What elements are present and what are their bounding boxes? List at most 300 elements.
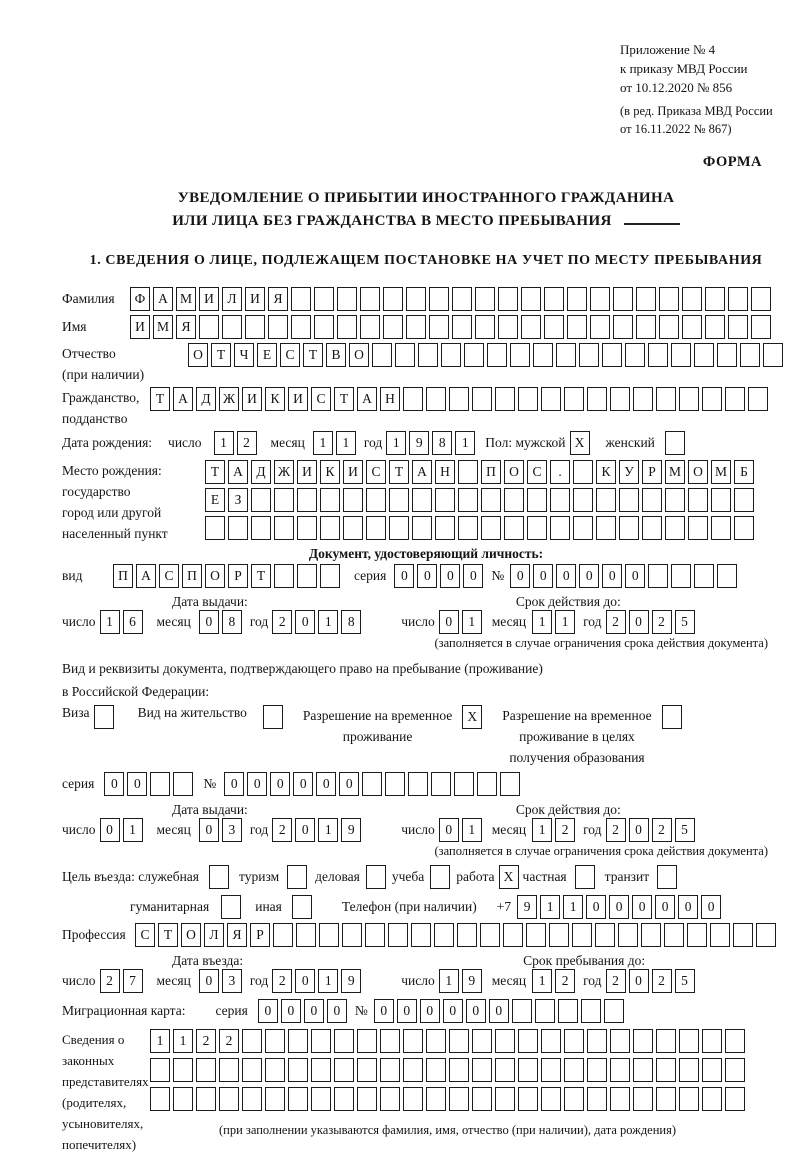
identity-doc-row [62,564,790,588]
char-cell [342,923,362,947]
char-cell: Д [196,387,216,411]
char-cell: М [153,315,173,339]
char-cell [510,343,530,367]
char-cell [274,488,294,512]
purpose-official-checkbox [209,865,229,889]
char-cell [642,516,662,540]
char-cell: 2 [272,818,292,842]
char-cell: 0 [293,772,313,796]
char-cell [403,1029,423,1053]
char-cell [504,488,524,512]
char-cell [311,1058,331,1082]
char-cell: 2 [237,431,257,455]
char-cell: 2 [100,969,120,993]
char-cell: 0 [678,895,698,919]
char-cell [688,516,708,540]
char-cell: 9 [517,895,537,919]
purpose-tourism-checkbox [287,865,307,889]
char-cell [199,315,219,339]
char-cell: П [481,460,501,484]
char-cell: Т [303,343,323,367]
char-cell [656,1087,676,1111]
char-cell: 1 [214,431,234,455]
char-cell [679,1058,699,1082]
char-cell: В [326,343,346,367]
char-cell: 2 [652,969,672,993]
char-cell: И [297,460,317,484]
char-cell [717,564,737,588]
residence-doc-line1: Вид и реквизиты документа, подтверждающего право на пребывание (проживание) [62,661,543,676]
char-cell: 5 [675,818,695,842]
birth-place-label: Место рождения: [62,463,162,478]
migration-card-row [62,999,790,1023]
char-cell: К [596,460,616,484]
char-cell [337,287,357,311]
char-cell: 0 [295,969,315,993]
char-cell [274,516,294,540]
char-cell: Ф [130,287,150,311]
char-cell: 1 [123,818,143,842]
purpose-tourism-label: туризм [239,869,280,884]
char-cell [725,1029,745,1053]
purpose-work-checkbox: X [499,865,519,889]
appendix-line: от 10.12.2020 № 856 [620,80,733,95]
sex-female-label: женский [605,435,655,450]
char-cell [389,516,409,540]
permit-valid-day-cells [439,818,482,842]
char-cell [748,387,768,411]
patronymic-row [62,343,790,385]
char-cell: 0 [258,999,278,1023]
char-cell [541,1029,561,1053]
char-cell: 1 [313,431,333,455]
birth-year-cells [386,431,475,455]
char-cell [751,315,771,339]
profession-label: Профессия [62,927,126,942]
char-cell: К [265,387,285,411]
legal-rep-label-line: усыновителях, [62,1116,144,1131]
permit-series-cells [104,772,193,796]
char-cell [587,1029,607,1053]
section1-heading: 1. СВЕДЕНИЯ О ЛИЦЕ, ПОДЛЕЖАЩЕМ ПОСТАНОВКЕ НА УЧЕТ ПО МЕСТУ ПРЕБЫВАНИЯ [89,253,763,268]
char-cell: А [136,564,156,588]
mig-series-label: серия [215,1003,248,1018]
valid-until-header: Срок действия до: [515,802,621,817]
char-cell [633,1029,653,1053]
char-cell [458,516,478,540]
char-cell: 9 [341,969,361,993]
char-cell: 0 [199,969,219,993]
char-cell [219,1087,239,1111]
char-cell [596,516,616,540]
char-cell [495,387,515,411]
char-cell [581,999,601,1023]
entry-year-cells [272,969,361,993]
char-cell: 2 [652,818,672,842]
char-cell: 3 [222,818,242,842]
char-cell [610,1058,630,1082]
form-title-line2 [62,209,790,232]
visa-checkbox [94,705,114,729]
char-cell [150,1087,170,1111]
patronymic-label [62,343,188,385]
char-cell [449,1058,469,1082]
char-cell [311,1029,331,1053]
char-cell: С [527,460,547,484]
char-cell: 2 [606,969,626,993]
char-cell: О [188,343,208,367]
char-cell [173,1058,193,1082]
char-cell [521,315,541,339]
char-cell: И [343,460,363,484]
month-label: месяц [270,435,305,450]
char-cell: 0 [655,895,675,919]
char-cell [665,516,685,540]
citizenship-label-line2: подданство [62,411,128,426]
char-cell: Т [334,387,354,411]
char-cell [380,1029,400,1053]
char-cell [385,772,405,796]
temp-permit-line2: проживание [342,729,413,744]
doc-kind-label: вид [62,568,83,583]
permit-valid-month-cells [532,818,575,842]
char-cell [480,923,500,947]
char-cell [360,315,380,339]
char-cell [518,1029,538,1053]
char-cell: 0 [489,999,509,1023]
char-cell [297,516,317,540]
city-label-line1: город или другой [62,505,162,520]
char-cell [550,488,570,512]
char-cell [725,1058,745,1082]
char-cell [288,1087,308,1111]
char-cell: Т [158,923,178,947]
char-cell [498,315,518,339]
amendment-line: (в ред. Приказа МВД России [620,104,773,118]
residence-doc-paragraph [62,657,790,703]
char-cell: О [181,923,201,947]
char-cell: 2 [272,969,292,993]
state-label: государство [62,484,131,499]
char-cell [518,387,538,411]
form-title-line2-text: ИЛИ ЛИЦА БЕЗ ГРАЖДАНСТВА В МЕСТО ПРЕБЫВАНИЯ [172,213,612,229]
residence-permit-label: Вид на жительство [137,705,247,720]
char-cell: 0 [281,999,301,1023]
citizenship-label [62,387,150,429]
month-label: месяц [491,822,527,837]
char-cell: Я [176,315,196,339]
char-cell: И [199,287,219,311]
char-cell [314,287,334,311]
char-cell [411,923,431,947]
char-cell [431,772,451,796]
temp-permit-checkbox: X [462,705,482,729]
char-cell [383,315,403,339]
char-cell [426,387,446,411]
char-cell [610,387,630,411]
char-cell: 0 [127,772,147,796]
legal-rep-block [62,1029,790,1155]
char-cell [579,343,599,367]
char-cell: И [288,387,308,411]
char-cell: 1 [386,431,406,455]
purpose-study-checkbox [430,865,450,889]
birth-place-cells-col [205,460,754,540]
profession-cells [135,923,776,947]
char-cell [679,1029,699,1053]
char-cell [564,387,584,411]
char-cell: С [135,923,155,947]
char-cell: 0 [199,610,219,634]
phone-label: Телефон (при наличии) [341,899,477,914]
form-title-line1: УВЕДОМЛЕНИЕ О ПРИБЫТИИ ИНОСТРАННОГО ГРАЖДАНИНА [177,190,675,206]
name-cells [130,315,771,339]
char-cell: С [159,564,179,588]
blank-underline [624,209,680,225]
char-cell: О [504,460,524,484]
char-cell [740,343,760,367]
char-cell [596,488,616,512]
char-cell: И [245,287,265,311]
char-cell [636,315,656,339]
char-cell: 8 [432,431,452,455]
char-cell [472,1087,492,1111]
char-cell [362,772,382,796]
edu-permit-label [502,705,651,768]
char-cell [357,1087,377,1111]
phone-prefix: +7 [496,899,512,914]
month-label: месяц [491,614,527,629]
purpose-row [62,865,790,889]
char-cell [383,287,403,311]
surname-cells [130,287,771,311]
doc-series-cells [394,564,483,588]
char-cell [434,923,454,947]
char-cell: 2 [196,1029,216,1053]
char-cell [619,516,639,540]
char-cell [495,1029,515,1053]
char-cell [573,488,593,512]
char-cell [702,387,722,411]
char-cell: 0 [625,564,645,588]
char-cell [694,343,714,367]
char-cell [679,1087,699,1111]
char-cell [564,1058,584,1082]
purpose-other-label: иная [255,899,282,914]
char-cell [481,488,501,512]
char-cell [648,564,668,588]
legal-rep-cells-row2 [150,1058,745,1082]
char-cell: 0 [510,564,530,588]
char-cell: П [182,564,202,588]
char-cell [500,772,520,796]
char-cell: А [412,460,432,484]
char-cell: 0 [397,999,417,1023]
char-cell [251,488,271,512]
char-cell [452,315,472,339]
char-cell [487,343,507,367]
permit-number-cells [224,772,520,796]
char-cell [702,1058,722,1082]
char-cell [288,1029,308,1053]
month-label: месяц [491,973,527,988]
char-cell [572,923,592,947]
migration-card-label: Миграционная карта: [62,1003,186,1018]
char-cell [472,1029,492,1053]
char-cell [625,343,645,367]
char-cell [441,343,461,367]
char-cell [687,923,707,947]
char-cell [656,1029,676,1053]
doc-number-cells [510,564,737,588]
entry-date-header: Дата въезда: [172,953,244,968]
day-label: число [401,822,435,837]
char-cell [291,287,311,311]
char-cell: 2 [606,610,626,634]
char-cell: Н [380,387,400,411]
purpose-humanitarian-checkbox [221,895,241,919]
char-cell [725,387,745,411]
char-cell: 2 [555,818,575,842]
char-cell: 1 [100,610,120,634]
char-cell: Б [734,460,754,484]
day-label: число [401,614,435,629]
char-cell: 0 [199,818,219,842]
char-cell: Д [251,460,271,484]
permit-dates-headers [62,802,790,818]
stay-day-cells [439,969,482,993]
char-cell [320,488,340,512]
visa-label: Виза [62,705,90,720]
char-cell [481,516,501,540]
char-cell [273,923,293,947]
char-cell [682,287,702,311]
char-cell: 1 [462,818,482,842]
month-label: месяц [156,614,191,629]
char-cell: Л [222,287,242,311]
char-cell [150,772,170,796]
char-cell [717,343,737,367]
char-cell [228,516,248,540]
char-cell: 9 [409,431,429,455]
char-cell: Ж [219,387,239,411]
sex-male-label: Пол: мужской [485,435,566,450]
legal-rep-note: (при заполнении указываются фамилия, имя, отчество (при наличии), дата рождения) [218,1123,677,1137]
appendix-line: к приказу МВД России [620,61,748,76]
char-cell [372,343,392,367]
name-label: Имя [62,319,87,334]
char-cell: М [665,460,685,484]
char-cell [504,516,524,540]
char-cell: О [205,564,225,588]
forma-label: ФОРМА [702,154,762,170]
char-cell: 0 [443,999,463,1023]
edu-permit-line3: получения образования [509,750,645,765]
char-cell [380,1087,400,1111]
char-cell [452,287,472,311]
residence-doc-line2: в Российской Федерации: [62,684,210,699]
char-cell [343,516,363,540]
birth-place-cells-row2 [205,488,754,512]
char-cell: А [228,460,248,484]
char-cell: 0 [439,610,459,634]
char-cell [541,387,561,411]
char-cell: 0 [327,999,347,1023]
mig-number-label: № [354,1003,368,1018]
birth-date-row [62,431,790,455]
legal-rep-label-line: законных [62,1053,115,1068]
day-label: число [62,614,96,629]
char-cell [403,1087,423,1111]
char-cell: С [366,460,386,484]
char-cell: Я [268,287,288,311]
char-cell [389,488,409,512]
char-cell: Р [250,923,270,947]
char-cell [403,387,423,411]
char-cell: П [113,564,133,588]
year-label: год [583,822,602,837]
char-cell [222,315,242,339]
char-cell [297,488,317,512]
citizenship-cells [150,387,768,411]
char-cell [245,315,265,339]
char-cell: О [688,460,708,484]
char-cell [408,772,428,796]
issue-date-header: Дата выдачи: [172,802,248,817]
year-label: год [249,614,269,629]
char-cell [406,287,426,311]
char-cell [173,772,193,796]
day-label: число [401,973,435,988]
char-cell: 2 [555,969,575,993]
char-cell [756,923,776,947]
char-cell [219,1058,239,1082]
char-cell: 1 [462,610,482,634]
char-cell [619,488,639,512]
char-cell: 0 [440,564,460,588]
char-cell [518,1058,538,1082]
male-checkbox: X [570,431,590,455]
surname-label: Фамилия [62,291,115,306]
char-cell [602,343,622,367]
char-cell [705,315,725,339]
doc-valid-year-cells [606,610,695,634]
char-cell: 0 [533,564,553,588]
char-cell: Т [211,343,231,367]
char-cell: 0 [420,999,440,1023]
char-cell: 0 [417,564,437,588]
char-cell: 1 [318,610,338,634]
char-cell [412,516,432,540]
char-cell: 0 [100,818,120,842]
char-cell [682,315,702,339]
char-cell [544,315,564,339]
char-cell [710,923,730,947]
char-cell [564,1029,584,1053]
char-cell [633,1058,653,1082]
char-cell [429,287,449,311]
char-cell: 0 [316,772,336,796]
purpose-humanitarian-label: гуманитарная [130,899,210,914]
char-cell [242,1029,262,1053]
year-label: год [249,973,269,988]
char-cell [498,287,518,311]
char-cell [495,1058,515,1082]
char-cell: 1 [318,818,338,842]
char-cell: А [153,287,173,311]
char-cell [604,999,624,1023]
char-cell: 2 [272,610,292,634]
